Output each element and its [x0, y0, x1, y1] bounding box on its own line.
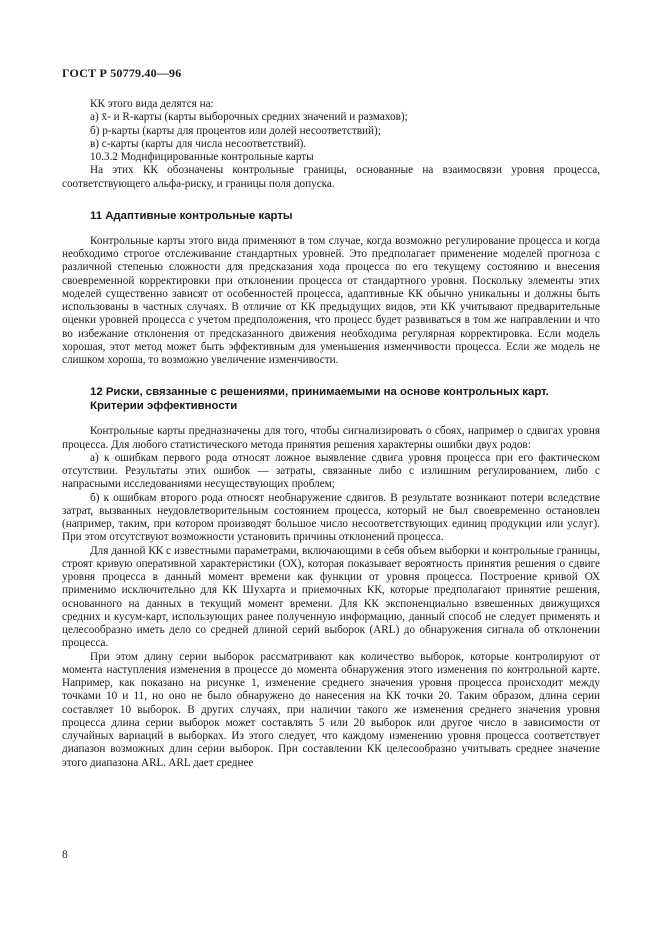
list-item: в) c-карты (карты для числа несоответствий).: [90, 137, 307, 150]
subsection-heading: 10.3.2 Модифицированные контрольные карты: [90, 151, 314, 163]
section-12-paragraph: При этом длину серии выборок рассматривают как количество выборок, которые контролируют от момента наступления изменения в процессе до момента обнаружения этого изменения по контрольной карте. Например, как показано на рисунке 1, изменение среднего значения уровня процесса происходит между точками 10 и 11, но оно не было обнаружено до нанесения на КК точки 20. Таким образом, длина серии составляет 10 выборок. В других случаях, при наличии такого же изменения среднего значения уровня процесса длина серии выборок может составлять 5 или 20 выборок или другое число в зависимости от случайных вариаций в выборках. Из этого следует, что каждому изменению уровня процесса соответствует диапазон возможных длин серии выборок. При составлении КК целесообразно учитывать среднее значение этого диапазона ARL. ARL дает среднее: [62, 650, 600, 769]
list-item: б) p-карты (карты для процентов или долей несоответствий);: [90, 124, 381, 137]
intro-paragraph: КК этого вида делятся на:: [90, 98, 214, 110]
document-header: ГОСТ Р 50779.40—96: [62, 66, 182, 80]
section-heading-12: [62, 385, 600, 413]
intro-paragraph: На этих КК обозначены контрольные границы, основанные на взаимосвязи уровня процесса, соответствующего альфа-риску, и границы поля допуска.: [62, 164, 600, 190]
section-11-paragraph: Контрольные карты этого вида применяют в том случае, когда возможно регулирование процесса и когда необходимо строгое отслеживание стандартных уровней. Это предполагает применение моделей прогноза с различной степенью сложности для предсказания хода процесса по его текущему состоянию и внесения своевременной корректировки при отклонении процесса от стандартного уровня. Поскольку элементы этих моделей существенно зависят от особенностей процесса, адаптивные КК обычно уникальны и должны быть использованы в частных случаях. В отличие от КК предыдущих видов, эти КК учитывают предварительные оценки уровней процесса с учетом предположения, что процесс будет развиваться в том же направлении и что во избежание отклонения от предсказанного движения необходима регулярная корректировка. Если модель хорошая, этот метод может быть эффективным для уменьшения изменчивости процесса. Если же модель не слишком хороша, то возможно увеличение изменчивости.: [62, 234, 600, 366]
section-heading-12-line1: 12 Риски, связанные с решениями, принимаемыми на основе контрольных карт.: [90, 386, 549, 399]
section-12-paragraph: Для данной КК с известными параметрами, включающими в себя объем выборки и контрольные границы, строят кривую оперативной характеристики (ОХ), которая показывает вероятность принятия решения о сдвиге уровня процесса в данный момент времени как функции от уровня процесса. Построение кривой ОХ применимо исключительно для КК Шухарта и приемочных КК, которые предполагают принятие решения, основанного на данных в текущий момент времени. Для КК экспоненциально взвешенных движущихся средних и кусум-карт, использующих ранее полученную информацию, данный способ не следует применять и целесообразно иметь дело со средней длиной серий выборок (ARL) до обнаружения сигнала об отклонении процесса.: [62, 544, 600, 650]
page-number: 8: [62, 849, 68, 861]
section-12-paragraph: а) к ошибкам первого рода относят ложное выявление сдвига уровня процесса при его фактическом отсутствии. Результаты этих ошибок — затраты, связанные либо с излишним регулированием, либо с напрасными исследованиями несуществующих проблем;: [62, 451, 600, 491]
section-12-paragraph: б) к ошибкам второго рода относят необнаружение сдвигов. В результате возникают потери вследствие затрат, вызванных неудовлетворительным состоянием процесса, который не был своевременно остановлен (например, таким, при котором производят большое число несоответствующих единиц продукции или услуг). При этом отсутствуют возможности установить причины отклонений процесса.: [62, 491, 600, 544]
section-12-paragraph: Контрольные карты предназначены для того, чтобы сигнализировать о сбоях, например о сдвигах уровня процесса. Для любого статистического метода принятия решения характерны ошибки двух родов:: [62, 425, 600, 451]
document-body: [62, 98, 600, 770]
section-heading-11: 11 Адаптивные контрольные карты: [90, 209, 293, 222]
section-heading-12-line2: Критерии эффективности: [90, 400, 238, 413]
list-item: а) x̄- и R-карты (карты выборочных средних значений и размахов);: [90, 111, 408, 124]
